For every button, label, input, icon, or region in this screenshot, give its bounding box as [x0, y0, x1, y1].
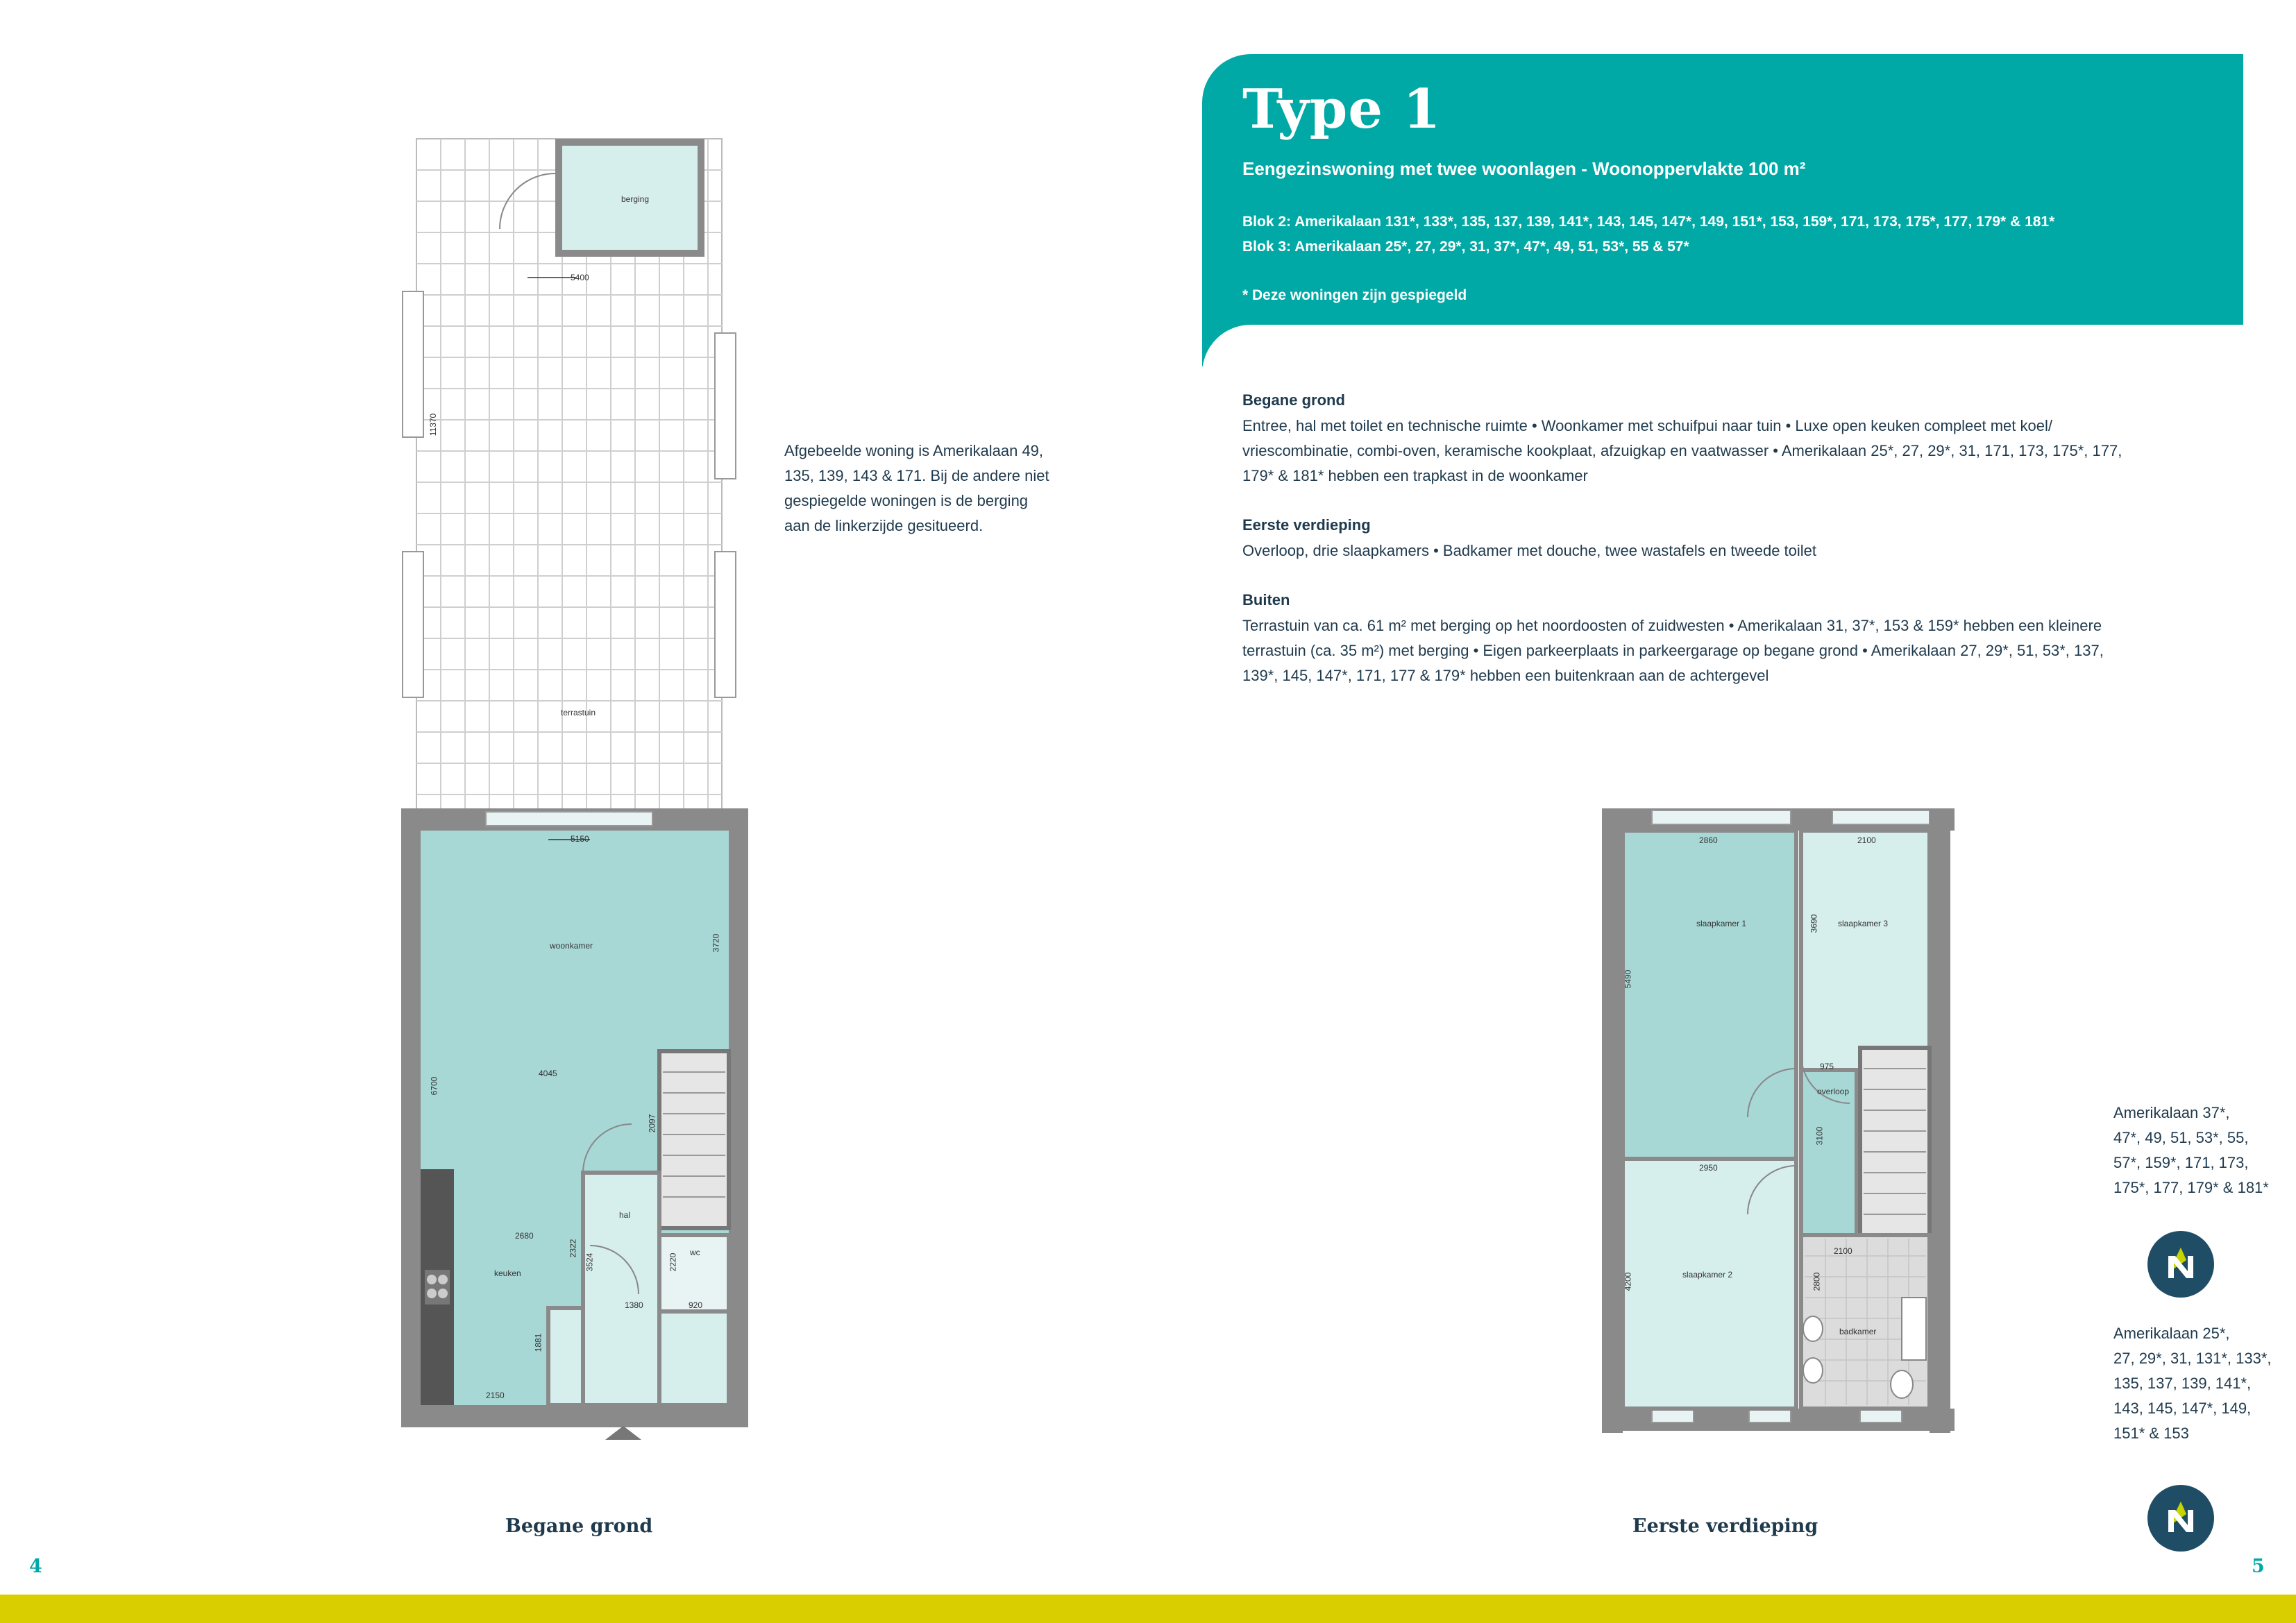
compass-icon-top — [2147, 1231, 2214, 1298]
stairs-first — [1860, 1048, 1930, 1235]
dim-3720: 3720 — [711, 933, 721, 953]
slaapkamer-3-label: slaapkamer 3 — [1838, 919, 1889, 928]
caption-left: Afgebeelde woning is Amerikalaan 49, 135, 139, 143 & 171. Bij de andere niet gespiegelde woningen is de berging aan de linkerzijde gesitueerd. — [784, 442, 1049, 534]
blok-3-list: Blok 3: Amerikalaan 25*, 27, 29*, 31, 37*, 47*, 49, 51, 53*, 55 & 57* — [1242, 239, 1689, 255]
planter-right-1 — [715, 333, 736, 479]
planter-left-1 — [403, 291, 423, 437]
slaapkamer-3-room — [1801, 831, 1930, 1070]
woonkamer-label: woonkamer — [550, 941, 593, 951]
entrance-arrow — [605, 1426, 641, 1440]
dim-975: 975 — [1820, 1062, 1834, 1071]
dim-2680: 2680 — [515, 1231, 534, 1241]
first-floor-plan — [1596, 805, 1957, 1436]
dim-3524: 3524 — [584, 1252, 595, 1272]
hal-room — [583, 1173, 659, 1405]
page-number-left: 4 — [29, 1556, 42, 1577]
ground-floor-label: Begane grond — [505, 1515, 653, 1537]
page-number-right: 5 — [2252, 1556, 2265, 1577]
caption-right-top: Amerikalaan 37*, 47*, 49, 51, 53*, 55, 57*, 159*, 171, 173, 175*, 177, 179* & 181* — [2113, 1104, 2269, 1196]
dim-2150: 2150 — [486, 1391, 505, 1400]
badkamer-label: badkamer — [1839, 1327, 1877, 1336]
dim-3100: 3100 — [1814, 1126, 1825, 1146]
dim-2322: 2322 — [568, 1239, 578, 1258]
dim-4200: 4200 — [1623, 1272, 1633, 1291]
dim-2860: 2860 — [1699, 835, 1718, 845]
planter-left-2 — [403, 552, 423, 697]
blok-2-list: Blok 2: Amerikalaan 131*, 133*, 135, 137, 139, 141*, 143, 145, 147*, 149, 151*, 153, 159*, 171, 173, 175*, 177, 179* & 181* — [1242, 214, 2055, 230]
keuken-label: keuken — [494, 1268, 521, 1278]
slaapkamer-1-label: slaapkamer 1 — [1696, 919, 1747, 928]
stairs — [659, 1051, 729, 1228]
slaapkamer-2-label: slaapkamer 2 — [1682, 1270, 1733, 1280]
overloop-label: overloop — [1817, 1087, 1850, 1096]
dim-2800: 2800 — [1812, 1272, 1822, 1291]
mirrored-note: * Deze woningen zijn gespiegeld — [1242, 287, 1467, 303]
dim-920: 920 — [689, 1300, 703, 1310]
footer-bar — [0, 1595, 2296, 1623]
dim-3690: 3690 — [1809, 914, 1819, 933]
caption-right-bottom: Amerikalaan 25*, 27, 29*, 31, 131*, 133*, 135, 137, 139, 141*, 143, 145, 147*, 149, 151* & 153 — [2113, 1325, 2272, 1442]
wc-label: wc — [690, 1248, 700, 1257]
page-subtitle: Eengezinswoning met twee woonlagen - Woonoppervlakte 100 m² — [1242, 158, 1806, 179]
dim-5490: 5490 — [1623, 969, 1633, 989]
hal-label: hal — [619, 1210, 631, 1220]
section-heading-eerste-verdieping: Eerste verdieping — [1242, 516, 1371, 534]
dim-5150: 5150 — [571, 834, 589, 844]
berging-label: berging — [621, 194, 650, 204]
dim-4045: 4045 — [539, 1069, 557, 1078]
dim-1380: 1380 — [625, 1300, 643, 1310]
section-heading-begane-grond: Begane grond — [1242, 391, 1345, 409]
planter-right-2 — [715, 552, 736, 697]
slaapkamer-1-room — [1623, 831, 1796, 1178]
dim-1881: 1881 — [533, 1333, 543, 1352]
slaapkamer-2-room — [1623, 1159, 1796, 1409]
dim-6700: 6700 — [429, 1076, 439, 1096]
dim-2100-b: 2100 — [1834, 1246, 1852, 1256]
dim-2220: 2220 — [668, 1252, 678, 1272]
page-title: Type 1 — [1242, 78, 1442, 141]
dim-2100-a: 2100 — [1857, 835, 1876, 845]
section-body-eerste-verdieping: Overloop, drie slaapkamers • Badkamer met douche, twee wastafels en tweede toilet — [1242, 542, 1817, 559]
section-heading-buiten: Buiten — [1242, 591, 1290, 609]
terrastuin-label: terrastuin — [561, 708, 596, 717]
section-body-begane-grond: Entree, hal met toilet en technische ruimte • Woonkamer met schuifpui naar tuin • Luxe open keuken compleet met koel/ vriescombinatie, combi-oven, keramische kookplaat, afzuigkap en vaatwasser • Amerikalaan 25*, 27, 29*, 31, 171, 173, 175*, 177, 179* & 181* hebben een trapkast in de woonkamer — [1242, 417, 2122, 484]
dim-2950: 2950 — [1699, 1163, 1718, 1173]
compass-icon-bottom — [2147, 1485, 2214, 1552]
dim-5400: 5400 — [571, 273, 589, 282]
dim-11370: 11370 — [428, 413, 439, 436]
dim-2097: 2097 — [647, 1114, 657, 1133]
section-body-buiten: Terrastuin van ca. 61 m² met berging op het noordoosten of zuidwesten • Amerikalaan 31, 37*, 153 & 159* hebben een kleinere terrastuin (ca. 35 m²) met berging • Eigen parkeerplaats in parkeergarage op begane grond • Amerikalaan 27, 29*, 51, 53*, 137, 139*, 145, 147*, 171, 177 & 179* hebben een buitenkraan aan de achtergevel — [1242, 617, 2104, 684]
first-floor-label: Eerste verdieping — [1632, 1515, 1818, 1537]
